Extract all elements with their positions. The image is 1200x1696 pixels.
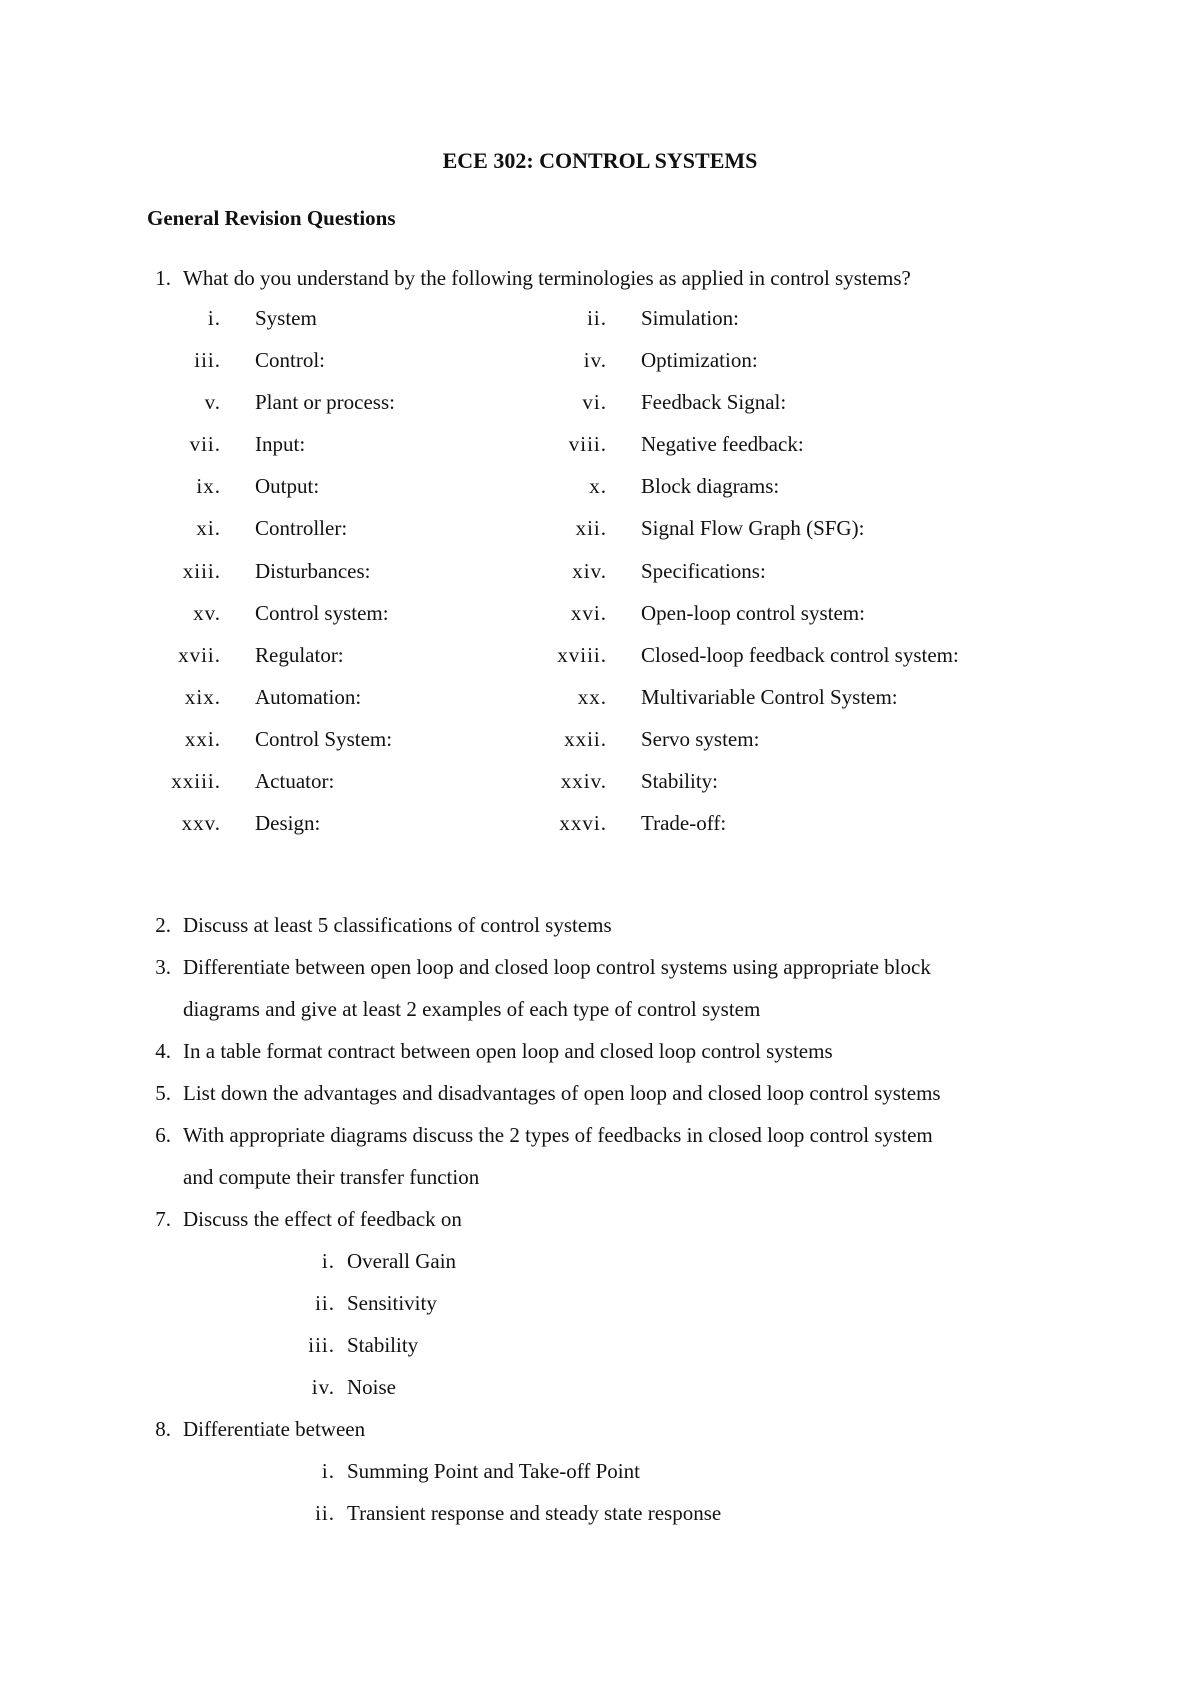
- item-numeral: i.: [321, 1459, 335, 1483]
- item-numeral: iv.: [583, 348, 607, 373]
- item-label: Control System:: [255, 726, 393, 751]
- item-label: Trade-off:: [641, 811, 727, 836]
- terminology-row: [147, 389, 1097, 431]
- item-numeral: xxv.: [181, 811, 221, 836]
- item-label: Multivariable Control System:: [641, 684, 898, 709]
- item-numeral: vii.: [189, 432, 221, 457]
- item-numeral: ii.: [315, 1291, 335, 1315]
- item-label: Automation:: [255, 684, 362, 709]
- question-number: 7.: [155, 1207, 171, 1231]
- item-numeral: xii.: [575, 516, 607, 541]
- item-label: Simulation:: [641, 306, 740, 330]
- item-label: Plant or process:: [255, 390, 395, 415]
- question-number: 6.: [155, 1123, 171, 1147]
- item-numeral: xx.: [577, 684, 607, 709]
- question-text: Discuss the effect of feedback on: [183, 1207, 462, 1231]
- item-label: Regulator:: [255, 642, 344, 667]
- question-text: Discuss at least 5 classifications of control systems: [183, 913, 612, 937]
- item-label: Summing Point and Take-off Point: [347, 1459, 640, 1483]
- item-label: Servo system:: [641, 726, 760, 751]
- document-title: ECE 302: CONTROL SYSTEMS: [442, 148, 758, 173]
- item-numeral: iii.: [308, 1333, 335, 1357]
- question-text-line-2: and compute their transfer function: [183, 1165, 480, 1189]
- item-numeral: ix.: [196, 474, 221, 499]
- terminology-row: [147, 431, 1097, 473]
- item-numeral: xxii.: [564, 726, 607, 751]
- item-numeral: xv.: [193, 600, 221, 625]
- item-label: Overall Gain: [347, 1249, 457, 1273]
- item-label: Specifications:: [641, 558, 766, 583]
- terminology-row: [147, 642, 1097, 684]
- question-number: 4.: [155, 1039, 171, 1063]
- item-label: Signal Flow Graph (SFG):: [641, 516, 865, 541]
- item-numeral: xvi.: [570, 600, 607, 625]
- item-numeral: x.: [589, 474, 607, 499]
- item-numeral: xxi.: [184, 726, 221, 751]
- terminology-row: [147, 684, 1097, 726]
- item-numeral: xviii.: [557, 642, 607, 667]
- item-label: Output:: [255, 474, 320, 499]
- item-label: Control system:: [255, 600, 389, 625]
- question-number: 2.: [155, 913, 171, 937]
- item-label: Transient response and steady state response: [347, 1501, 722, 1525]
- item-label: Optimization:: [641, 348, 758, 373]
- item-label: Negative feedback:: [641, 432, 804, 457]
- item-numeral: i.: [321, 1249, 335, 1273]
- question-text: In a table format contract between open loop and closed loop control systems: [183, 1039, 833, 1063]
- item-numeral: xxvi.: [559, 811, 607, 836]
- item-label: Feedback Signal:: [641, 390, 787, 415]
- question-text: Differentiate between: [183, 1417, 366, 1441]
- question-number: 5.: [155, 1081, 171, 1105]
- item-numeral: xvii.: [178, 642, 221, 667]
- item-label: Control:: [255, 348, 326, 373]
- question-number: 1.: [155, 266, 171, 290]
- item-numeral: xxiv.: [560, 769, 607, 794]
- terminology-row: [147, 305, 1097, 347]
- item-numeral: viii.: [568, 432, 607, 457]
- item-label: Actuator:: [255, 769, 335, 794]
- item-numeral: iii.: [194, 348, 221, 373]
- item-numeral: iv.: [311, 1375, 335, 1399]
- item-numeral: xxiii.: [171, 769, 221, 794]
- item-numeral: i.: [207, 306, 221, 330]
- item-label: Controller:: [255, 516, 348, 541]
- question-number: 3.: [155, 955, 171, 979]
- item-label: Sensitivity: [347, 1291, 437, 1315]
- item-numeral: xix.: [184, 684, 221, 709]
- item-label: Stability:: [641, 769, 719, 794]
- terminology-row: [147, 347, 1097, 389]
- terminology-row: [147, 473, 1097, 515]
- item-label: Block diagrams:: [641, 474, 780, 499]
- terminology-row: [147, 726, 1097, 768]
- item-numeral: xiii.: [182, 558, 221, 583]
- section-heading: General Revision Questions: [147, 206, 396, 230]
- terminology-row: [147, 810, 1097, 852]
- terminology-row: [147, 768, 1097, 810]
- question-text-line-1: Differentiate between open loop and closed loop control systems using appropriate block: [183, 955, 931, 979]
- terminology-row: [147, 558, 1097, 600]
- question-text: What do you understand by the following terminologies as applied in control systems?: [183, 266, 911, 290]
- item-label: Disturbances:: [255, 558, 371, 583]
- item-label: Closed-loop feedback control system:: [641, 642, 959, 667]
- item-numeral: ii.: [587, 306, 607, 330]
- item-label: Open-loop control system:: [641, 600, 865, 625]
- item-label: System: [255, 306, 317, 330]
- terminology-row: [147, 515, 1097, 557]
- item-numeral: v.: [204, 390, 221, 415]
- question-text-line-2: diagrams and give at least 2 examples of each type of control system: [183, 997, 761, 1021]
- item-numeral: vi.: [582, 390, 607, 415]
- item-numeral: xiv.: [572, 558, 607, 583]
- terminology-list: [147, 305, 1097, 852]
- question-text: List down the advantages and disadvantages of open loop and closed loop control systems: [183, 1081, 941, 1105]
- terminology-row: [147, 600, 1097, 642]
- item-numeral: xi.: [196, 516, 221, 541]
- question-number: 8.: [155, 1417, 171, 1441]
- item-label: Input:: [255, 432, 306, 457]
- item-label: Stability: [347, 1333, 419, 1357]
- item-numeral: ii.: [315, 1501, 335, 1525]
- item-label: Noise: [347, 1375, 396, 1399]
- item-label: Design:: [255, 811, 321, 836]
- question-text-line-1: With appropriate diagrams discuss the 2 types of feedbacks in closed loop control system: [183, 1123, 933, 1147]
